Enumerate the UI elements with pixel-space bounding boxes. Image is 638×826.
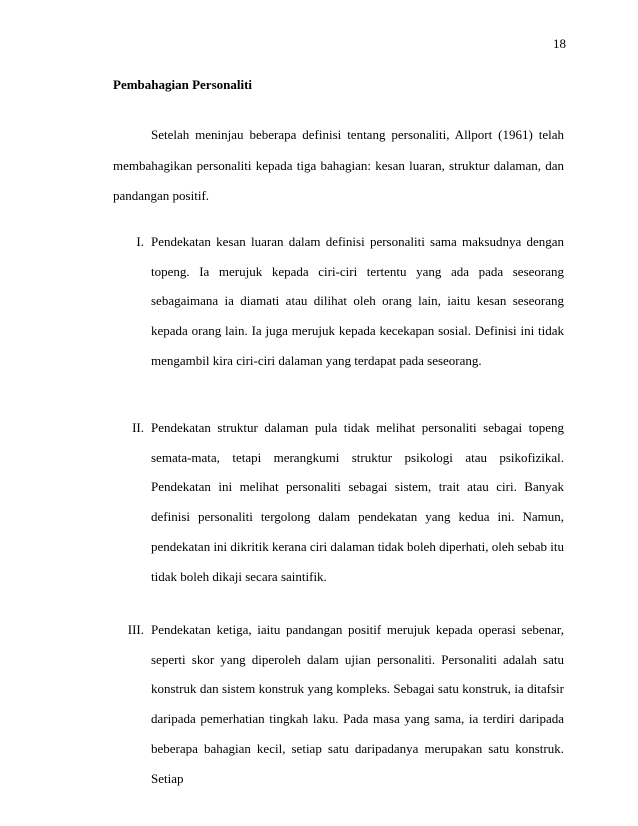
list-item [127,615,564,793]
list-item [132,413,564,591]
section-heading: Pembahagian Personaliti [113,77,253,92]
page-number: 18 [553,36,566,51]
list-item-text: Pendekatan struktur dalaman pula tidak melihat personaliti sebagai topeng semata-mata, tetapi merangkumi struktur psikologi atau psikofizikal. Pendekatan ini melihat personaliti sebagai sistem, trait atau ciri. Banyak definisi personaliti tergolong dalam pendekatan yang kedua ini. Namun, pendekatan ini dikritik kerana ciri dalaman tidak boleh diperhati, oleh sebab itu tidak boleh dikaji secara saintifik. [151,420,564,584]
list-numeral: III. [127,622,144,637]
list-item-text: Pendekatan kesan luaran dalam definisi personaliti sama maksudnya dengan topeng. Ia merujuk kepada ciri-ciri tertentu yang ada pada seseorang sebagaimana ia diamati atau dilihat oleh orang lain, iaitu kesan seseorang kepada orang lain. Ia juga merujuk kepada kecekapan sosial. Definisi ini tidak mengambil kira ciri-ciri dalaman yang terdapat pada seseorang. [151,234,564,368]
list-numeral: I. [136,234,144,249]
intro-paragraph: Setelah meninjau beberapa definisi tentang personaliti, Allport (1961) telah membahagikan personaliti kepada tiga bahagian: kesan luaran, struktur dalaman, dan pandangan positif. [113,127,564,203]
list-item [136,227,564,376]
list-numeral: II. [132,420,144,435]
list-item-text: Pendekatan ketiga, iaitu pandangan positif merujuk kepada operasi sebenar, seperti skor yang diperoleh dalam ujian personaliti. Personaliti adalah satu konstruk dan sistem konstruk yang kompleks. Sebagai satu konstruk, ia ditafsir daripada pemerhatian tingkah laku. Pada masa yang sama, ia terdiri daripada beberapa bahagian kecil, setiap satu daripadanya merupakan satu konstruk. Setiap [151,622,564,786]
